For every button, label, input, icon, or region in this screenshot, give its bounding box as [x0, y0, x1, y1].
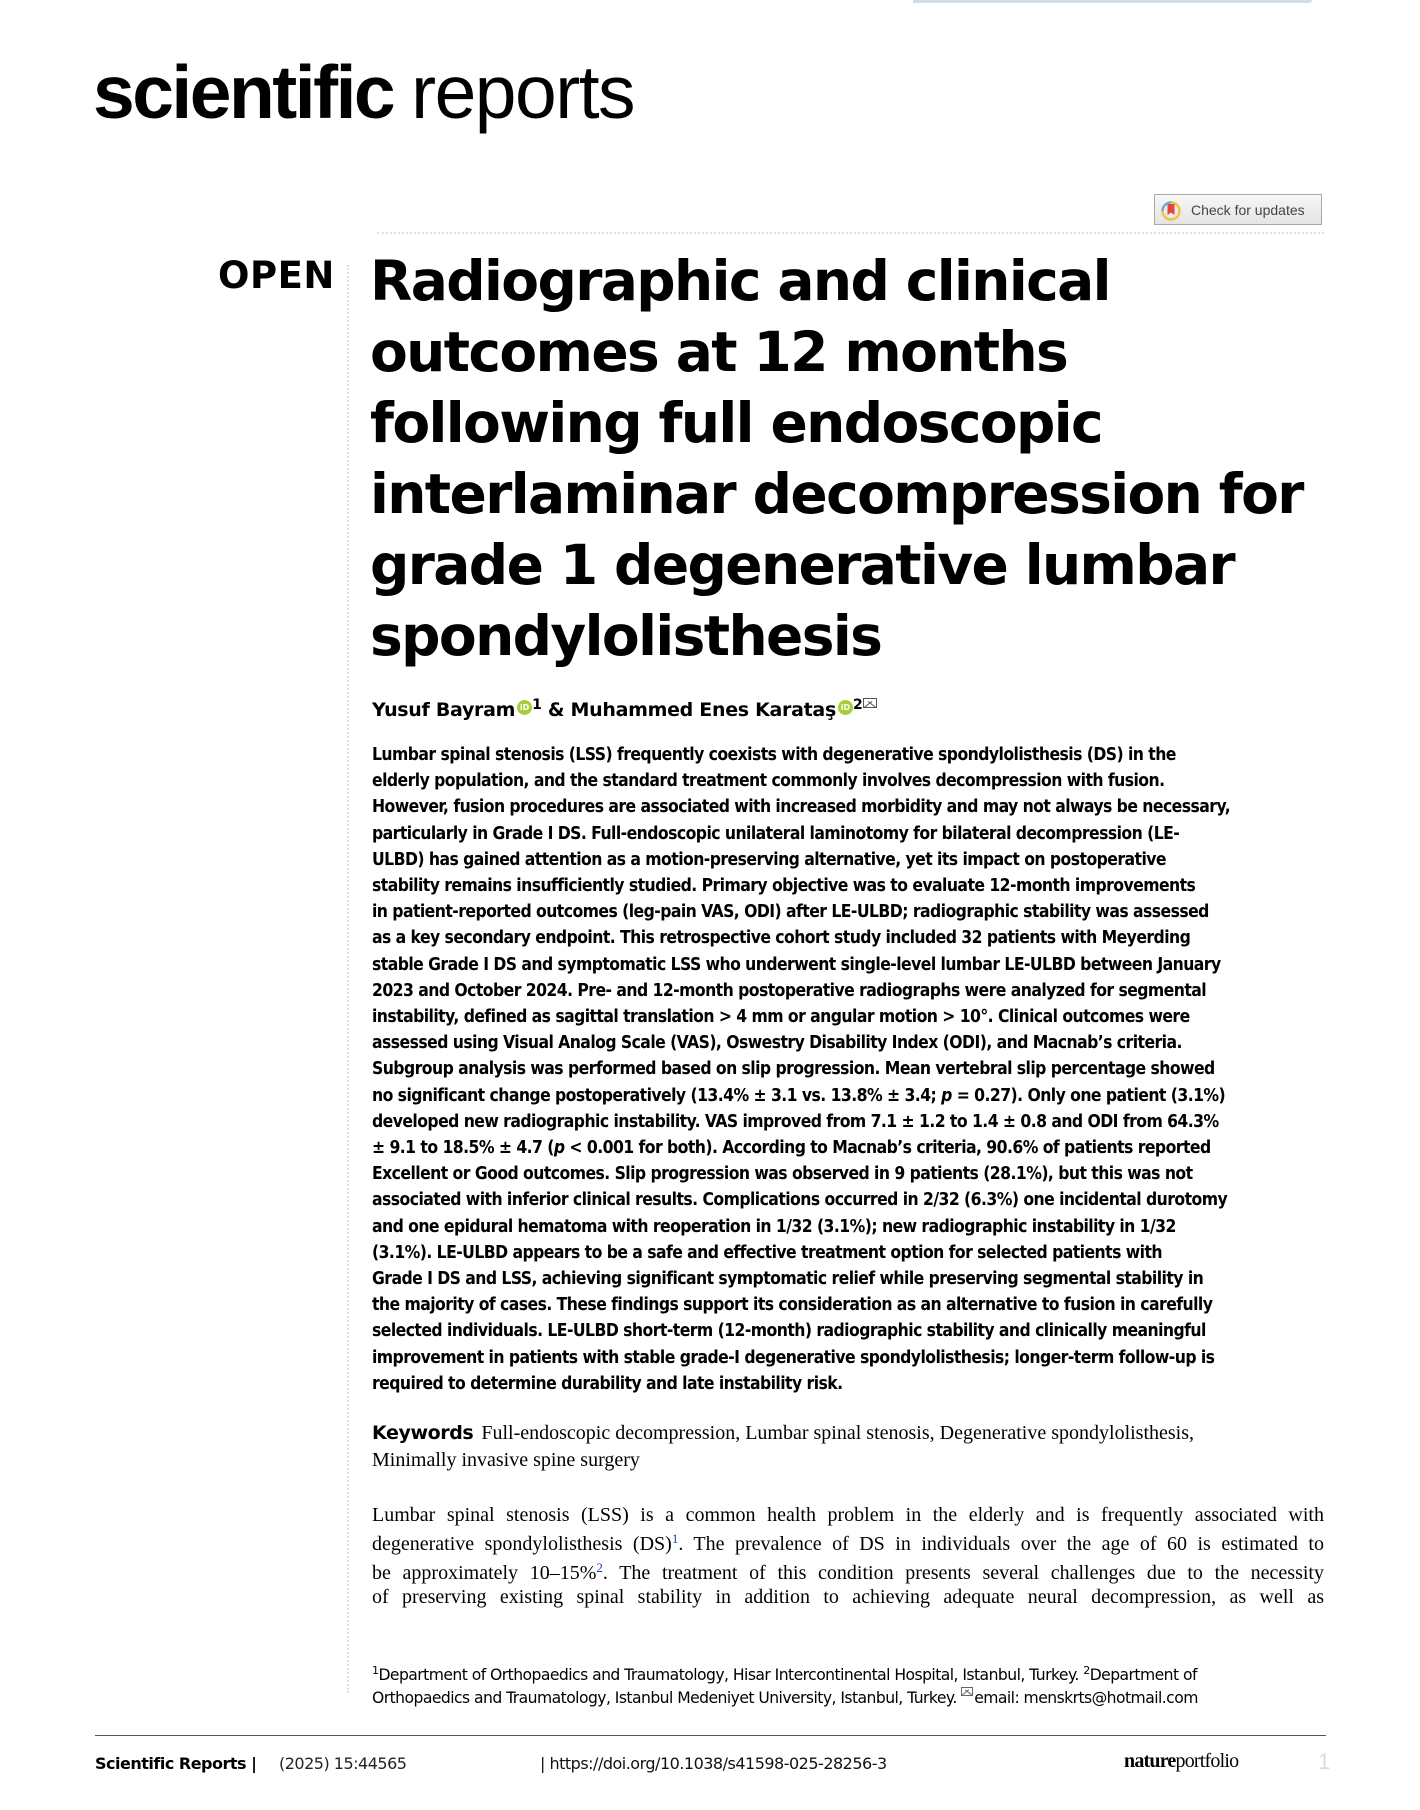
keywords-text: Full-endoscopic decompression, Lumbar spinal stenosis, Degenerative spondylolisthesis, — [481, 1422, 1195, 1444]
title-line: spondylolisthesis — [370, 604, 882, 668]
corresponding-email[interactable]: email: menskrts@hotmail.com — [974, 1689, 1198, 1707]
keywords-text: Minimally invasive spine surgery — [372, 1449, 640, 1471]
abstract-line: selected individuals. LE-ULBD short-term (12-month) radiographic stability and clinically meaningful — [372, 1321, 1206, 1342]
title-line: interlaminar decompression for — [370, 462, 1303, 526]
abstract-line: required to determine durability and late instability risk. — [372, 1373, 843, 1394]
body-text — [372, 1503, 1324, 1609]
orcid-icon[interactable]: iD — [838, 700, 853, 715]
abstract-line: and one epidural hematoma with reoperation in 1/32 (3.1%); new radiographic instability in 1/32 — [372, 1216, 1176, 1237]
abstract-line: elderly population, and the standard treatment commonly involves decompression with fusion. — [372, 771, 1165, 792]
abstract-line: Excellent or Good outcomes. Slip progression was observed in 9 patients (28.1%), but this was not — [372, 1164, 1193, 1185]
abstract-line: However, fusion procedures are associated with increased morbidity and may not always be necessary, — [372, 797, 1231, 818]
logo-bold-text: scientific — [93, 50, 394, 134]
p-value-symbol: p — [553, 1138, 565, 1159]
body-line: of preserving existing spinal stability in addition to achieving adequate neural decompression, as well as — [372, 1586, 1324, 1608]
abstract-line: assessed using Visual Analog Scale (VAS), Oswestry Disability Index (ODI), and Macnab’s criteria. — [372, 1033, 1182, 1054]
check-for-updates-button[interactable] — [1154, 194, 1322, 225]
orcid-icon[interactable]: iD — [517, 700, 532, 715]
abstract-line: stability remains insufficiently studied. Primary objective was to evaluate 12-month improvements — [372, 876, 1196, 897]
column-divider — [347, 265, 349, 1693]
top-bar — [913, 0, 1312, 3]
abstract-line: developed new radiographic instability. VAS improved from 7.1 ± 1.2 to 1.4 ± 0.8 and ODI from 64.3% — [372, 1111, 1219, 1132]
abstract-line: the majority of cases. These findings support its consideration as an alternative to fusion in carefully — [372, 1295, 1213, 1316]
abstract — [372, 742, 1332, 1397]
footer-rule — [95, 1735, 1326, 1736]
author-separator: & — [547, 699, 565, 721]
affiliation-text: Department of Orthopaedics and Traumatology, Hisar Intercontinental Hospital, Istanbul, Turkey. — [378, 1666, 1079, 1684]
logo-light-text: reports — [411, 50, 635, 134]
email-icon — [961, 1687, 973, 1696]
abstract-line: Lumbar spinal stenosis (LSS) frequently coexists with degenerative spondylolisthesis (DS) in the — [372, 745, 1176, 765]
abstract-line: Grade I DS and LSS, achieving significant symptomatic relief while preserving segmental stability in — [372, 1269, 1204, 1290]
publisher-logo-light: portfolio — [1175, 1750, 1239, 1772]
p-value-symbol: p — [941, 1085, 952, 1106]
body-text-fragment: . The prevalence of DS in individuals over the age of 60 is estimated to — [678, 1533, 1324, 1555]
affiliation-marker: 1 — [372, 1664, 379, 1677]
abstract-line: particularly in Grade I DS. Full-endoscopic unilateral laminotomy for bilateral decompression (LE- — [372, 823, 1180, 844]
journal-logo[interactable] — [93, 42, 634, 142]
page-number: 1 — [1318, 1749, 1330, 1774]
author-affiliation-marker: 2 — [852, 697, 863, 713]
affiliation-text: Orthopaedics and Traumatology, Istanbul Medeniyet University, Istanbul, Turkey. — [372, 1689, 957, 1707]
email-icon[interactable] — [863, 698, 877, 708]
abstract-line: 2023 and October 2024. Pre- and 12-month postoperative radiographs were analyzed for segmental — [372, 980, 1207, 1001]
title-line: grade 1 degenerative lumbar — [370, 533, 1235, 597]
body-line: Lumbar spinal stenosis (LSS) is a common health problem in the elderly and is frequently associated with — [372, 1504, 1324, 1526]
footer-doi-link[interactable]: | https://doi.org/10.1038/s41598-025-28256-3 — [540, 1754, 887, 1773]
author-name[interactable]: Muhammed Enes Karataş — [570, 699, 836, 721]
body-text-fragment: . The treatment of this condition presents several challenges due to the necessity — [602, 1562, 1324, 1584]
title-line: outcomes at 12 months — [370, 320, 1068, 384]
keywords-section — [372, 1420, 1332, 1474]
abstract-line: ± 9.1 to 18.5% ± 4.7 (p < 0.001 for both). According to Macnab’s criteria, 90.6% of patients reported — [372, 1138, 1211, 1159]
body-line — [372, 1527, 1324, 1556]
body-text-fragment: degenerative spondylolisthesis (DS) — [372, 1533, 672, 1555]
body-line — [372, 1556, 1324, 1585]
abstract-line: (3.1%). LE-ULBD appears to be a safe and effective treatment option for selected patients with — [372, 1242, 1162, 1263]
footer-journal-name: Scientific Reports | — [95, 1754, 257, 1773]
abstract-line: in patient-reported outcomes (leg-pain VAS, ODI) after LE-ULBD; radiographic stability was assessed — [372, 902, 1209, 923]
abstract-line: stable Grade I DS and symptomatic LSS who underwent single-level lumbar LE-ULBD between January — [372, 954, 1221, 975]
affiliation-marker: 2 — [1083, 1664, 1090, 1677]
author-affiliation-marker: 1 — [532, 697, 542, 713]
title-line: Radiographic and clinical — [370, 249, 1110, 313]
open-access-label: OPEN — [218, 254, 335, 297]
abstract-line: no significant change postoperatively (13.4% ± 3.1 vs. 13.8% ± 3.4; p = 0.27). Only one patient (3.1%) — [372, 1085, 1226, 1106]
reference-link[interactable]: 2 — [596, 1560, 603, 1575]
author-list — [372, 692, 877, 723]
abstract-line: improvement in patients with stable grade-I degenerative spondylolisthesis; longer-term follow-up is — [372, 1347, 1215, 1368]
publisher-logo-bold: nature — [1124, 1750, 1176, 1772]
title-line: following full endoscopic — [370, 391, 1103, 455]
abstract-line: associated with inferior clinical results. Complications occurred in 2/32 (6.3%) one incidental durotomy — [372, 1190, 1228, 1211]
affiliations — [372, 1659, 1332, 1710]
keywords-label: Keywords — [372, 1422, 474, 1444]
body-text-fragment: be approximately 10–15% — [372, 1562, 597, 1584]
abstract-line: Subgroup analysis was performed based on slip progression. Mean vertebral slip percentage showed — [372, 1059, 1215, 1080]
abstract-line: instability, defined as sagittal translation > 4 mm or angular motion > 10°. Clinical outcomes were — [372, 1007, 1190, 1028]
author-name[interactable]: Yusuf Bayram — [372, 699, 516, 721]
header-divider — [377, 232, 1324, 234]
article-title — [370, 246, 1330, 672]
reference-link[interactable]: 1 — [671, 1531, 679, 1546]
footer-volume: (2025) 15:44565 — [279, 1754, 407, 1773]
check-for-updates-label: Check for updates — [1191, 201, 1305, 218]
affiliation-text: Department of — [1089, 1666, 1197, 1684]
crossmark-icon — [1161, 200, 1181, 220]
abstract-line: ULBD) has gained attention as a motion-preserving alternative, yet its impact on postoperative — [372, 849, 1166, 870]
abstract-line: as a key secondary endpoint. This retrospective cohort study included 32 patients with Meyerding — [372, 928, 1191, 949]
publisher-logo — [1124, 1749, 1238, 1773]
